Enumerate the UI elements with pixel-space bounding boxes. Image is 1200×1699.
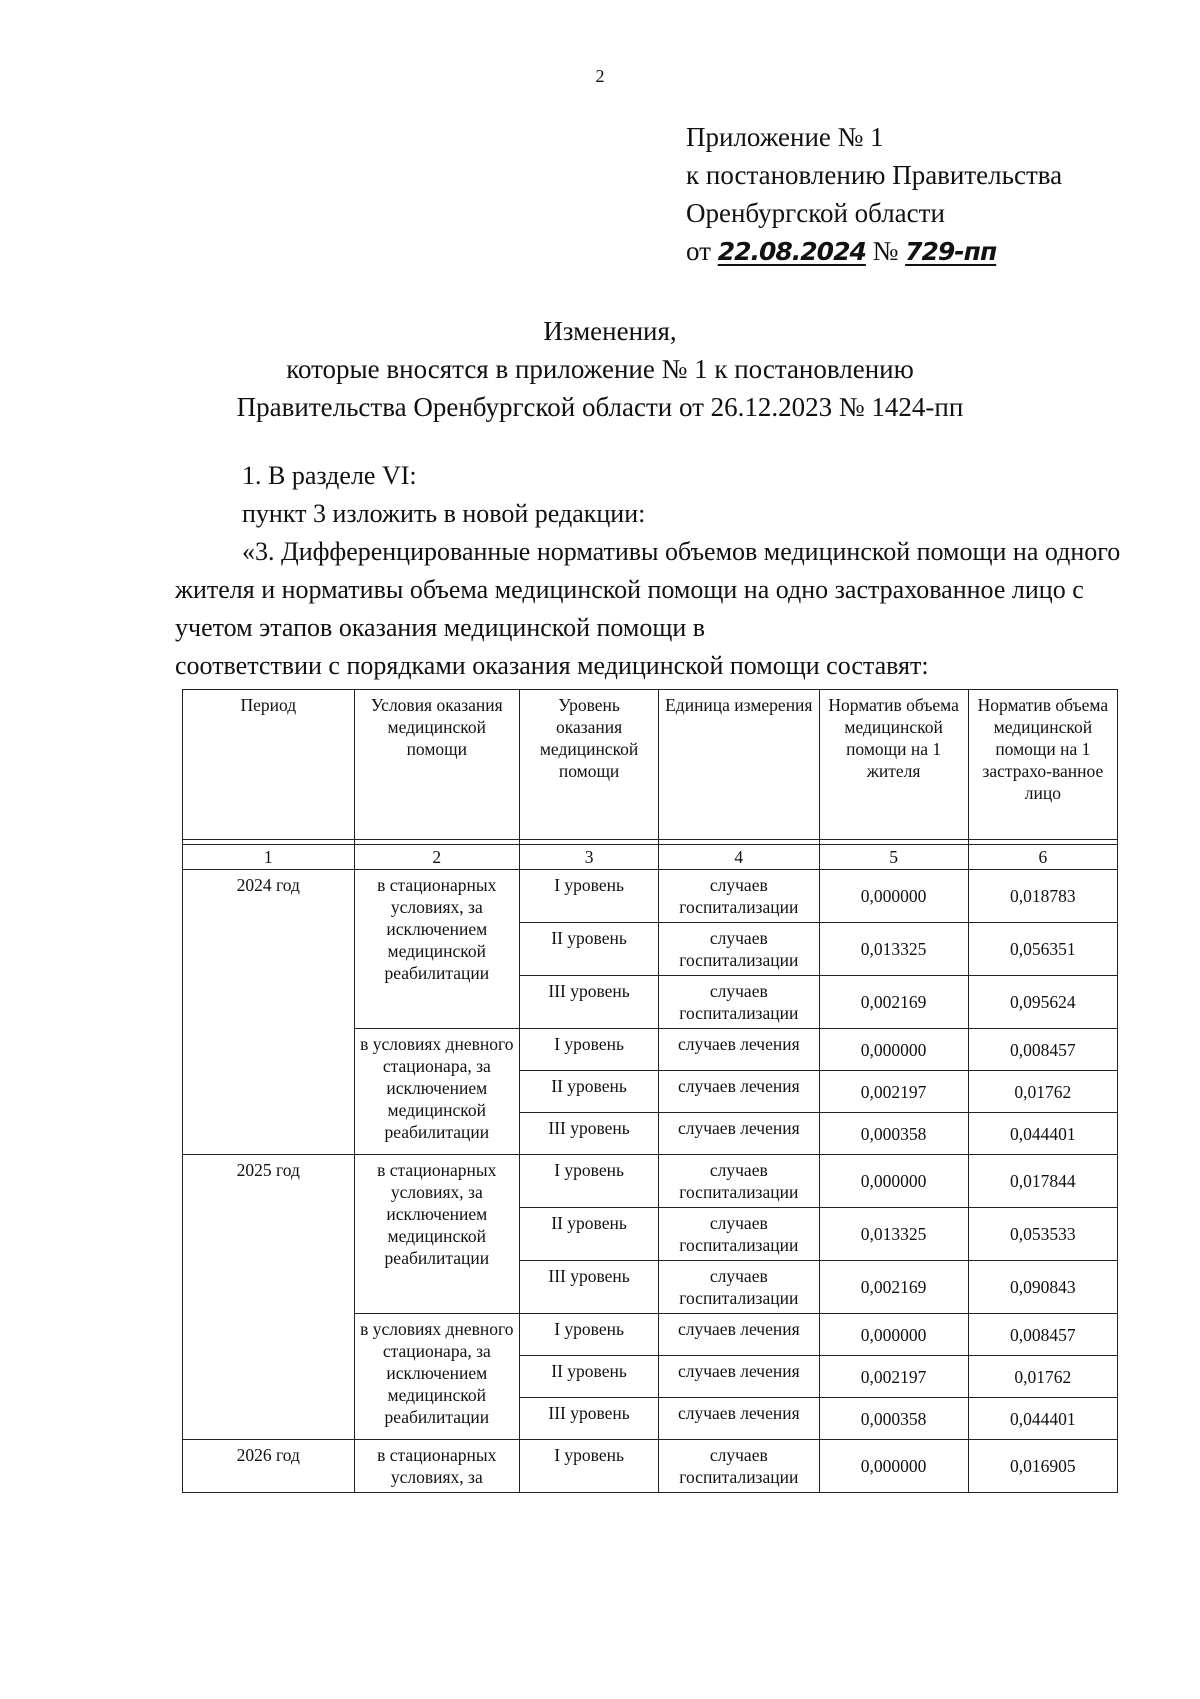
per-resident-cell: 0,000000 bbox=[819, 1155, 968, 1208]
quote-line-4: соответствии с порядками оказания медицинской помощи составят: bbox=[175, 651, 929, 680]
page-number: 2 bbox=[595, 66, 605, 86]
unit-cell: случаев лечения bbox=[659, 1356, 819, 1398]
appendix-date-number-line bbox=[686, 232, 1062, 271]
per-insured-cell: 0,053533 bbox=[968, 1208, 1117, 1261]
period-cell: 2026 год bbox=[183, 1440, 355, 1493]
level-cell: II уровень bbox=[520, 1071, 659, 1113]
unit-cell: случаев госпитализации bbox=[659, 976, 819, 1029]
unit-cell: случаев госпитализации bbox=[659, 923, 819, 976]
document-title bbox=[0, 312, 1200, 426]
number-sign: № bbox=[872, 236, 899, 266]
per-insured-cell: 0,008457 bbox=[968, 1029, 1117, 1071]
per-resident-cell: 0,000000 bbox=[819, 870, 968, 923]
per-insured-cell: 0,095624 bbox=[968, 976, 1117, 1029]
quote-line-2: одного жителя и нормативы объема медицинской помощи на одно bbox=[175, 537, 1121, 604]
per-resident-cell: 0,000358 bbox=[819, 1398, 968, 1440]
per-resident-cell: 0,013325 bbox=[819, 1208, 968, 1261]
unit-cell: случаев лечения bbox=[659, 1029, 819, 1071]
period-cell: 2025 год bbox=[183, 1155, 355, 1440]
per-resident-cell: 0,002169 bbox=[819, 976, 968, 1029]
per-resident-cell: 0,002197 bbox=[819, 1071, 968, 1113]
column-number-row bbox=[183, 845, 1118, 870]
level-cell: I уровень bbox=[520, 1029, 659, 1071]
title-line-3: Правительства Оренбургской области от 26.12.2023 № 1424-пп bbox=[236, 392, 964, 422]
level-cell: III уровень bbox=[520, 1261, 659, 1314]
header-cell: Условия оказания медицинской помощи bbox=[354, 690, 519, 840]
conditions-cell: в условиях дневного стационара, за исключением медицинской реабилитации bbox=[354, 1029, 519, 1155]
unit-cell: случаев госпитализации bbox=[659, 1261, 819, 1314]
level-cell: I уровень bbox=[520, 1314, 659, 1356]
header-cell: Период bbox=[183, 690, 355, 840]
handwritten-date: 22.08.2024 bbox=[717, 237, 866, 266]
per-insured-cell: 0,008457 bbox=[968, 1314, 1117, 1356]
title-line-2: которые вносятся в приложение № 1 к постановлению bbox=[286, 354, 914, 384]
level-cell: II уровень bbox=[520, 923, 659, 976]
unit-cell: случаев госпитализации bbox=[659, 1440, 819, 1493]
per-resident-cell: 0,000358 bbox=[819, 1113, 968, 1155]
per-insured-cell: 0,01762 bbox=[968, 1071, 1117, 1113]
norms-table bbox=[182, 689, 1118, 1493]
per-insured-cell: 0,01762 bbox=[968, 1356, 1117, 1398]
level-cell: III уровень bbox=[520, 1113, 659, 1155]
title-line-1: Изменения, bbox=[543, 316, 677, 346]
per-insured-cell: 0,018783 bbox=[968, 870, 1117, 923]
header-cell: Норматив объема медицинской помощи на 1 жителя bbox=[819, 690, 968, 840]
unit-cell: случаев лечения bbox=[659, 1398, 819, 1440]
per-resident-cell: 0,013325 bbox=[819, 923, 968, 976]
per-insured-cell: 0,090843 bbox=[968, 1261, 1117, 1314]
per-insured-cell: 0,044401 bbox=[968, 1113, 1117, 1155]
column-number: 1 bbox=[183, 845, 355, 870]
unit-cell: случаев лечения bbox=[659, 1071, 819, 1113]
unit-cell: случаев лечения bbox=[659, 1113, 819, 1155]
level-cell: I уровень bbox=[520, 1440, 659, 1493]
per-insured-cell: 0,044401 bbox=[968, 1398, 1117, 1440]
column-number: 4 bbox=[659, 845, 819, 870]
per-resident-cell: 0,000000 bbox=[819, 1029, 968, 1071]
header-row bbox=[183, 690, 1118, 840]
column-number: 3 bbox=[520, 845, 659, 870]
per-resident-cell: 0,000000 bbox=[819, 1440, 968, 1493]
paragraph-instruction: пункт 3 изложить в новой редакции: bbox=[242, 499, 646, 528]
header-cell: Норматив объема медицинской помощи на 1 застрахо-ванное лицо bbox=[968, 690, 1117, 840]
per-insured-cell: 0,016905 bbox=[968, 1440, 1117, 1493]
quote-line-1: «3. Дифференцированные нормативы объемов медицинской помощи на bbox=[242, 537, 1039, 566]
conditions-cell: в стационарных условиях, за исключением медицинской реабилитации bbox=[354, 870, 519, 1029]
period-cell: 2024 год bbox=[183, 870, 355, 1155]
level-cell: III уровень bbox=[520, 976, 659, 1029]
body-text bbox=[175, 457, 1121, 685]
column-number: 5 bbox=[819, 845, 968, 870]
header-cell: Единица измерения bbox=[659, 690, 819, 840]
table-row bbox=[183, 1440, 1118, 1493]
appendix-region-line: Оренбургской области bbox=[686, 198, 945, 228]
paragraph-quote bbox=[175, 533, 1121, 685]
table-row bbox=[183, 870, 1118, 923]
appendix-block bbox=[686, 118, 1062, 271]
norms-table-body bbox=[183, 690, 1118, 1493]
unit-cell: случаев госпитализации bbox=[659, 1155, 819, 1208]
level-cell: II уровень bbox=[520, 1208, 659, 1261]
conditions-cell: в стационарных условиях, за bbox=[354, 1440, 519, 1493]
per-resident-cell: 0,002169 bbox=[819, 1261, 968, 1314]
level-cell: II уровень bbox=[520, 1356, 659, 1398]
appendix-title: Приложение № 1 bbox=[686, 122, 884, 152]
per-insured-cell: 0,017844 bbox=[968, 1155, 1117, 1208]
level-cell: I уровень bbox=[520, 870, 659, 923]
from-prefix: от bbox=[686, 236, 711, 266]
header-cell: Уровень оказания медицинской помощи bbox=[520, 690, 659, 840]
per-resident-cell: 0,002197 bbox=[819, 1356, 968, 1398]
appendix-resolution-line: к постановлению Правительства bbox=[686, 160, 1063, 190]
unit-cell: случаев госпитализации bbox=[659, 870, 819, 923]
per-insured-cell: 0,056351 bbox=[968, 923, 1117, 976]
level-cell: III уровень bbox=[520, 1398, 659, 1440]
paragraph-section: 1. В разделе VI: bbox=[242, 461, 417, 490]
column-number: 2 bbox=[354, 845, 519, 870]
quote-line-3: застрахованное лицо с учетом этапов оказания медицинской помощи в bbox=[175, 575, 1084, 642]
conditions-cell: в стационарных условиях, за исключением медицинской реабилитации bbox=[354, 1155, 519, 1314]
per-resident-cell: 0,000000 bbox=[819, 1314, 968, 1356]
handwritten-number: 729-пп bbox=[905, 237, 997, 266]
column-number: 6 bbox=[968, 845, 1117, 870]
table-row bbox=[183, 1155, 1118, 1208]
unit-cell: случаев лечения bbox=[659, 1314, 819, 1356]
level-cell: I уровень bbox=[520, 1155, 659, 1208]
conditions-cell: в условиях дневного стационара, за исключением медицинской реабилитации bbox=[354, 1314, 519, 1440]
unit-cell: случаев госпитализации bbox=[659, 1208, 819, 1261]
